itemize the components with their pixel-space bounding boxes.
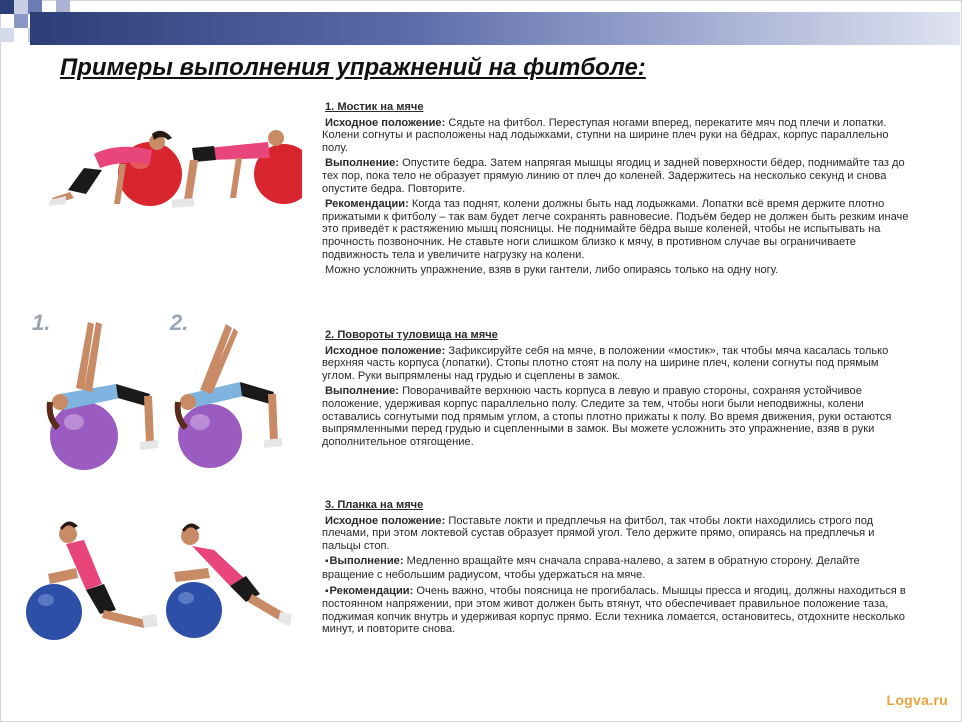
illustration-plank (24, 514, 304, 644)
exercise-3-text (322, 499, 912, 639)
site-watermark: Logva.ru (886, 692, 948, 708)
figure-label-2: 2. (170, 310, 189, 335)
exercise-2-text (322, 329, 912, 451)
exercise-3-exec: ▪ Выполнение: Медленно вращайте мяч сначала справа-налево, а затем в обратную сторону. Делайте вращение с небольшим радиусом, чтобы удержаться на мяче. (322, 555, 912, 581)
exercise-2-exec: Выполнение: Поворачивайте верхнюю часть корпуса в левую и правую стороны, сохраняя устойчивое положение, удерживая корпус параллельно полу. Следите за тем, чтобы ноги были неподвижны, колени оставались согнутыми под прямым углом, а стопы плотно прижаты к полу. Во время движения, руки остаются выпрямленными перед грудью и сцепленными в замок. Вы можете усложнить это упражнение, взяв в руки дополнительное отягощение. (322, 385, 892, 448)
illustration-twists (40, 318, 300, 474)
exercise-1-heading: 1. Мостик на мяче (325, 101, 424, 113)
title-bar (30, 12, 960, 45)
exercise-3-heading: 3. Планка на мяче (325, 499, 424, 511)
exercise-2-heading: 2. Повороты туловища на мяче (325, 329, 498, 341)
illustration-bridge (22, 112, 302, 220)
exercise-3-rec: ▪ Рекомендации: Очень важно, чтобы поясница не прогибалась. Мышцы пресса и ягодиц, должны находиться в постоянном напряжении, при этом живот должен быть втянут, что обеспечивает правильное положение таза, поджимая копчик внутрь и удерживая корпус прямо. Если техника ломается, остановитесь, отдохните несколько минут, и повторите снова. (322, 585, 912, 636)
exercise-1-text (322, 101, 912, 280)
exercise-1-rec: Рекомендации: Когда таз поднят, колени должны быть над лодыжками. Лопатки всё время держите плотно прижатыми к фитболу – так вам будет легче сохранять равновесие. Подъём бедер не должен быть резким иначе это приведёт к растяжению мышц поясницы. Не поднимайте бёдра выше коленей, чтобы не испытывать на прочность позвоночник. Не ставьте ноги слишком близко к мячу, в противном случае вы ограничиваете подвижность тела и увеличите нагрузку на колени. (322, 198, 909, 261)
exercise-1-exec: Выполнение: Опустите бедра. Затем напрягая мышцы ягодиц и задней поверхности бёдер, поднимайте таз до тех пор, пока тело не образует прямую линию от плеч до коленей. Задержитесь на несколько секунд и снова опустите бедра. Повторите. (322, 157, 905, 195)
exercise-1-extra: Можно усложнить упражнение, взяв в руки гантели, либо опираясь только на одну ногу. (325, 264, 779, 277)
exercise-1-start: Исходное положение: Сядьте на фитбол. Переступая ногами вперед, перекатите мяч под плечи и лопатки. Колени согнуты и расположены над лодыжками, ступни на ширине плеч руки на бёдрах, корпус параллельно полу. (322, 116, 889, 154)
exercise-3-start: Исходное положение: Поставьте локти и предплечья на фитбол, так чтобы локти находились строго под плечами, при этом локтевой сустав образует прямой угол. Тело держите прямо, опираясь на предплечья и пальцы стоп. (322, 514, 875, 552)
exercise-2-start: Исходное положение: Зафиксируйте себя на мяче, в положении «мостик», так чтобы мяча касалась только верхняя часть корпуса (лопатки). Стопы плотно стоят на полу на ширине плеч, колени согнуты под прямым углом. Руки выпрямлены над грудью и сцеплены в замок. (322, 344, 889, 382)
figure-label-1: 1. (32, 310, 51, 335)
page-title: Примеры выполнения упражнений на фитболе: (60, 54, 646, 81)
